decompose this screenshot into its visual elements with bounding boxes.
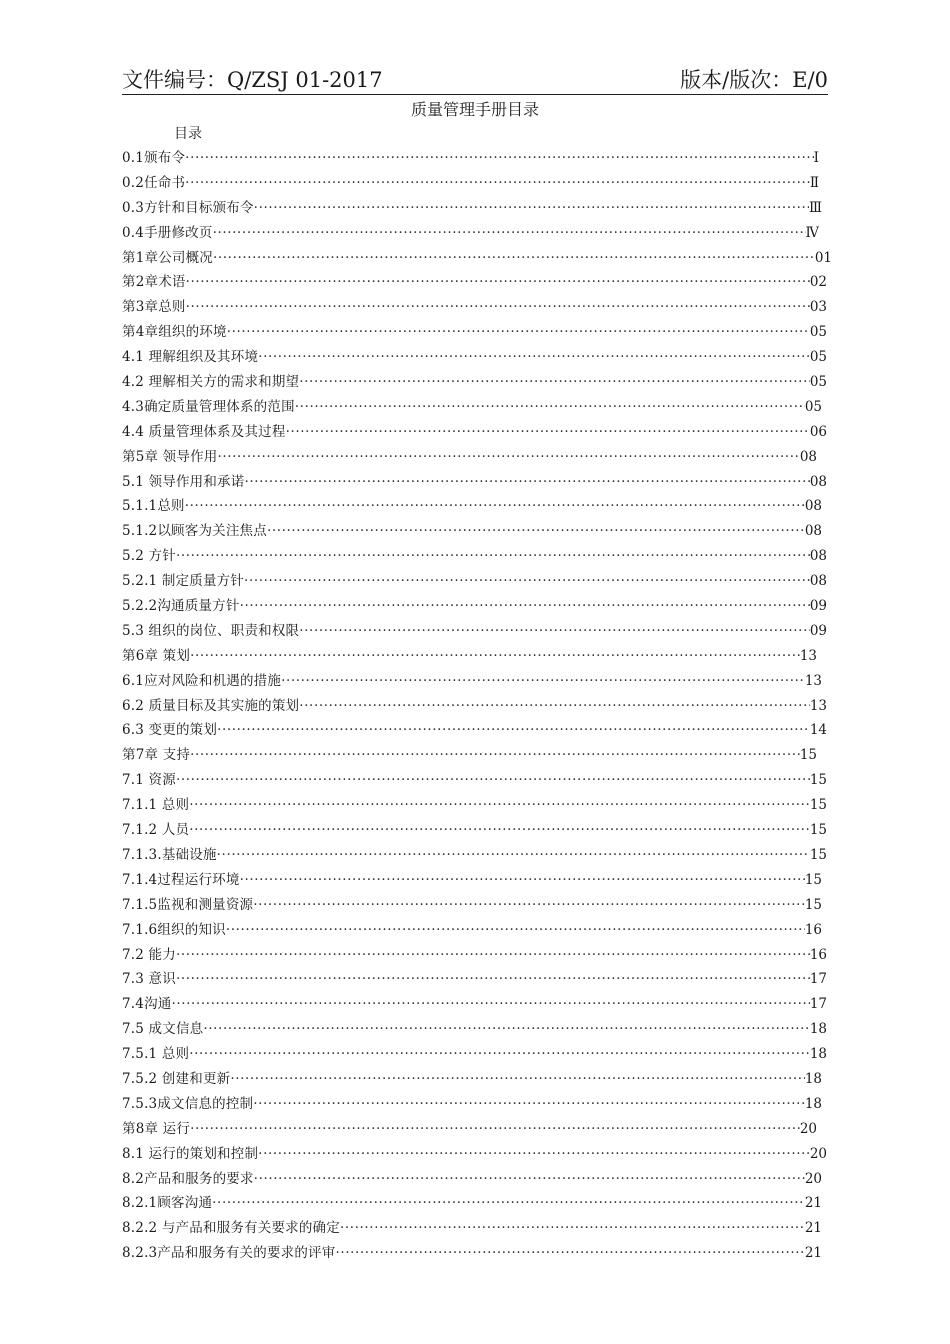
toc-entry-label: 8.2.3产品和服务有关的要求的评审	[122, 1245, 336, 1262]
toc-entry-page: 05	[809, 324, 827, 341]
toc-entry-label: 5.1.1总则	[122, 498, 185, 515]
toc-entry-label: 8.2.1顾客沟通	[122, 1195, 213, 1212]
toc-entry-label: 7.2 能力	[122, 946, 176, 963]
toc-dot-leader	[189, 818, 810, 843]
toc-entry	[122, 370, 827, 395]
toc-entry	[122, 843, 827, 868]
toc-entry	[122, 669, 822, 694]
toc-dot-leader	[258, 1142, 810, 1167]
toc-entry	[122, 644, 817, 669]
page-header	[122, 66, 828, 95]
toc-dot-leader	[171, 992, 809, 1017]
toc-entry	[122, 1067, 822, 1092]
toc-entry-label: 7.1.6组织的知识	[122, 921, 226, 938]
toc-entry-page: 15	[809, 772, 827, 789]
toc-entry	[122, 320, 827, 345]
toc-dot-leader	[240, 868, 805, 893]
toc-entry-label: 7.1.1 总则	[122, 797, 190, 814]
toc-dot-leader	[176, 967, 810, 992]
toc-entry-label: 7.5.2 创建和更新	[122, 1070, 231, 1087]
toc-dot-leader	[190, 743, 800, 768]
toc-entry	[122, 594, 827, 619]
toc-entry-page: 18	[804, 1070, 822, 1087]
toc-dot-leader	[185, 171, 810, 196]
toc-entry-page: 16	[804, 921, 822, 938]
toc-entry-page: 15	[809, 797, 827, 814]
toc-entry-page: 15	[799, 747, 817, 764]
toc-dot-leader	[176, 544, 810, 569]
page-title: 质量管理手册目录	[410, 100, 539, 119]
toc-entry-page: 03	[809, 299, 827, 316]
toc-dot-leader	[335, 1241, 804, 1266]
toc-entry-label: 5.3 组织的岗位、职责和权限	[122, 622, 300, 639]
toc-entry	[122, 818, 827, 843]
toc-entry	[122, 1216, 822, 1241]
toc-entry	[122, 619, 827, 644]
toc-dot-leader	[186, 270, 810, 295]
toc-entry-page: 18	[804, 1095, 822, 1112]
toc-entry-page: 13	[799, 647, 817, 664]
toc-entry-page: 08	[809, 573, 827, 590]
toc-entry-page: 20	[804, 1170, 822, 1187]
toc-dot-leader	[244, 470, 809, 495]
toc-entry	[122, 1017, 827, 1042]
toc-entry-label: 6.3 变更的策划	[122, 722, 218, 739]
toc-entry-page: 08	[804, 498, 822, 515]
toc-entry-label: 7.1.2 人员	[122, 822, 190, 839]
toc-heading: 目录	[174, 126, 202, 142]
toc-entry	[122, 1142, 827, 1167]
toc-dot-leader	[212, 1191, 805, 1216]
toc-dot-leader	[176, 768, 810, 793]
toc-entry	[122, 270, 827, 295]
toc-dot-leader	[295, 395, 805, 420]
toc-entry	[122, 494, 822, 519]
toc-dot-leader	[299, 370, 810, 395]
toc-entry-label: 7.1.3.基础设施	[122, 846, 217, 863]
toc-dot-leader	[189, 793, 810, 818]
toc-entry	[122, 519, 822, 544]
toc-dot-leader	[340, 1216, 805, 1241]
toc-dot-leader	[213, 221, 806, 246]
toc-entry-label: 7.1.4过程运行环境	[122, 871, 240, 888]
toc-entry-label: 0.1颁布令	[122, 150, 186, 166]
toc-entry-label: 第4章组织的环境	[122, 324, 227, 341]
toc-dot-leader	[254, 196, 809, 221]
toc-entry-label: 7.4沟通	[122, 996, 172, 1013]
toc-entry	[122, 918, 822, 943]
toc-entry-page: 16	[809, 946, 827, 963]
toc-entry	[122, 718, 827, 743]
toc-entry	[122, 943, 827, 968]
toc-entry-label: 7.1.5监视和测量资源	[122, 896, 254, 913]
toc-entry	[122, 1042, 827, 1067]
toc-entry	[122, 445, 817, 470]
toc-dot-leader	[281, 669, 805, 694]
toc-entry	[122, 1191, 822, 1216]
toc-entry-label: 8.1 运行的策划和控制	[122, 1145, 259, 1162]
toc-entry-label: 5.2.2沟通质量方针	[122, 598, 240, 615]
toc-entry-page: 05	[804, 398, 822, 415]
toc-entry	[122, 246, 832, 271]
toc-dot-leader	[176, 943, 810, 968]
toc-entry	[122, 196, 822, 221]
toc-dot-leader	[253, 1092, 805, 1117]
toc-dot-leader	[186, 295, 810, 320]
toc-entry	[122, 793, 827, 818]
toc-dot-leader	[217, 445, 799, 470]
toc-entry-page: Ⅳ	[805, 224, 819, 241]
toc-entry-label: 0.3方针和目标颁布令	[122, 199, 254, 216]
toc-entry	[122, 743, 817, 768]
toc-dot-leader	[226, 918, 805, 943]
toc-dot-leader	[244, 569, 810, 594]
toc-entry	[122, 345, 827, 370]
toc-entry-label: 7.5.3成文信息的控制	[122, 1095, 254, 1112]
toc-entry-label: 5.2 方针	[122, 548, 176, 565]
toc-entry	[122, 569, 827, 594]
toc-entry-label: 4.3确定质量管理体系的范围	[122, 398, 295, 415]
toc-entry-page: 18	[809, 1021, 827, 1038]
toc-entry-page: 20	[809, 1145, 827, 1162]
toc-entry-page: 05	[809, 374, 827, 391]
toc-entry	[122, 470, 827, 495]
toc-entry	[122, 868, 822, 893]
toc-entry-page: 21	[804, 1195, 822, 1212]
toc-dot-leader	[189, 1042, 810, 1067]
toc-entry-page: 15	[804, 896, 822, 913]
toc-entry-page: Ⅱ	[809, 174, 819, 191]
toc-dot-leader	[267, 519, 805, 544]
table-of-contents	[122, 146, 832, 1266]
toc-entry-label: 4.2 理解相关方的需求和期望	[122, 374, 300, 391]
toc-dot-leader	[230, 1067, 804, 1092]
toc-dot-leader	[299, 619, 810, 644]
toc-dot-leader	[217, 843, 810, 868]
toc-dot-leader	[240, 594, 810, 619]
toc-dot-leader	[185, 494, 805, 519]
toc-dot-leader	[254, 1167, 805, 1192]
toc-dot-leader	[253, 893, 805, 918]
toc-entry-page: 13	[804, 672, 822, 689]
toc-entry-label: 4.4 质量管理体系及其过程	[122, 423, 286, 440]
toc-entry-label: 7.5 成文信息	[122, 1021, 204, 1038]
toc-entry-label: 第5章 领导作用	[122, 448, 218, 465]
toc-entry-label: 5.1.2以顾客为关注焦点	[122, 523, 267, 540]
toc-entry-page: 09	[809, 622, 827, 639]
toc-entry-page: 17	[809, 971, 827, 988]
toc-entry-label: 6.1应对风险和机遇的措施	[122, 672, 282, 689]
toc-entry-page: 01	[814, 249, 832, 266]
toc-dot-leader	[203, 1017, 809, 1042]
toc-entry-page: 08	[809, 548, 827, 565]
toc-entry-label: 5.1 领导作用和承诺	[122, 473, 245, 490]
toc-entry-label: 第7章 支持	[122, 747, 191, 764]
toc-dot-leader	[190, 644, 800, 669]
document-number: 文件编号：Q/ZSJ 01-2017	[122, 68, 383, 92]
toc-entry-page: 08	[799, 448, 817, 465]
toc-entry	[122, 768, 827, 793]
toc-entry-label: 0.2任命书	[122, 174, 186, 191]
toc-entry-label: 6.2 质量目标及其实施的策划	[122, 697, 300, 714]
toc-entry	[122, 221, 819, 246]
toc-entry-label: 7.3 意识	[122, 971, 176, 988]
toc-entry-label: 8.2.2 与产品和服务有关要求的确定	[122, 1220, 340, 1237]
toc-entry-label: 7.5.1 总则	[122, 1046, 190, 1063]
toc-entry-label: 第1章公司概况	[122, 249, 213, 266]
toc-entry-label: 5.2.1 制定质量方针	[122, 573, 245, 590]
toc-entry	[122, 1241, 822, 1266]
toc-entry-page: Ⅲ	[808, 199, 822, 216]
toc-entry	[122, 992, 827, 1017]
toc-dot-leader	[227, 320, 810, 345]
toc-entry-page: Ⅰ	[813, 150, 819, 166]
toc-entry	[122, 295, 827, 320]
toc-entry	[122, 694, 827, 719]
toc-entry-label: 8.2产品和服务的要求	[122, 1170, 254, 1187]
toc-entry-page: 06	[809, 423, 827, 440]
toc-entry-label: 第6章 策划	[122, 647, 191, 664]
toc-entry	[122, 420, 827, 445]
toc-entry-label: 7.1 资源	[122, 772, 176, 789]
toc-entry-page: 21	[804, 1220, 822, 1237]
toc-entry-page: 17	[809, 996, 827, 1013]
toc-entry-page: 20	[799, 1120, 817, 1137]
toc-entry-page: 05	[809, 349, 827, 366]
toc-entry	[122, 1092, 822, 1117]
toc-dot-leader	[190, 1117, 800, 1142]
toc-entry-page: 15	[809, 846, 827, 863]
toc-entry-label: 第8章 运行	[122, 1120, 191, 1137]
version-label: 版本/版次：E/0	[680, 68, 828, 92]
toc-entry	[122, 171, 819, 196]
toc-entry-label: 0.4手册修改页	[122, 224, 213, 241]
toc-dot-leader	[213, 246, 815, 271]
toc-entry-page: 02	[809, 274, 827, 291]
toc-entry-label: 第3章总则	[122, 299, 186, 316]
toc-entry-page: 13	[809, 697, 827, 714]
toc-dot-leader	[185, 146, 813, 171]
toc-entry-page: 08	[809, 473, 827, 490]
toc-entry	[122, 146, 819, 171]
toc-entry	[122, 544, 827, 569]
toc-entry-page: 15	[804, 871, 822, 888]
toc-entry	[122, 967, 827, 992]
toc-entry-page: 18	[809, 1046, 827, 1063]
toc-entry-page: 09	[809, 598, 827, 615]
toc-entry-label: 第2章术语	[122, 274, 186, 291]
toc-dot-leader	[286, 420, 810, 445]
toc-entry	[122, 893, 822, 918]
toc-dot-leader	[217, 718, 810, 743]
toc-dot-leader	[299, 694, 810, 719]
toc-entry	[122, 1117, 817, 1142]
toc-entry-label: 4.1 理解组织及其环境	[122, 349, 259, 366]
toc-dot-leader	[258, 345, 810, 370]
toc-entry-page: 08	[804, 523, 822, 540]
toc-entry	[122, 1167, 822, 1192]
toc-entry	[122, 395, 822, 420]
toc-entry-page: 14	[809, 722, 827, 739]
toc-entry-page: 15	[809, 822, 827, 839]
toc-entry-page: 21	[804, 1245, 822, 1262]
